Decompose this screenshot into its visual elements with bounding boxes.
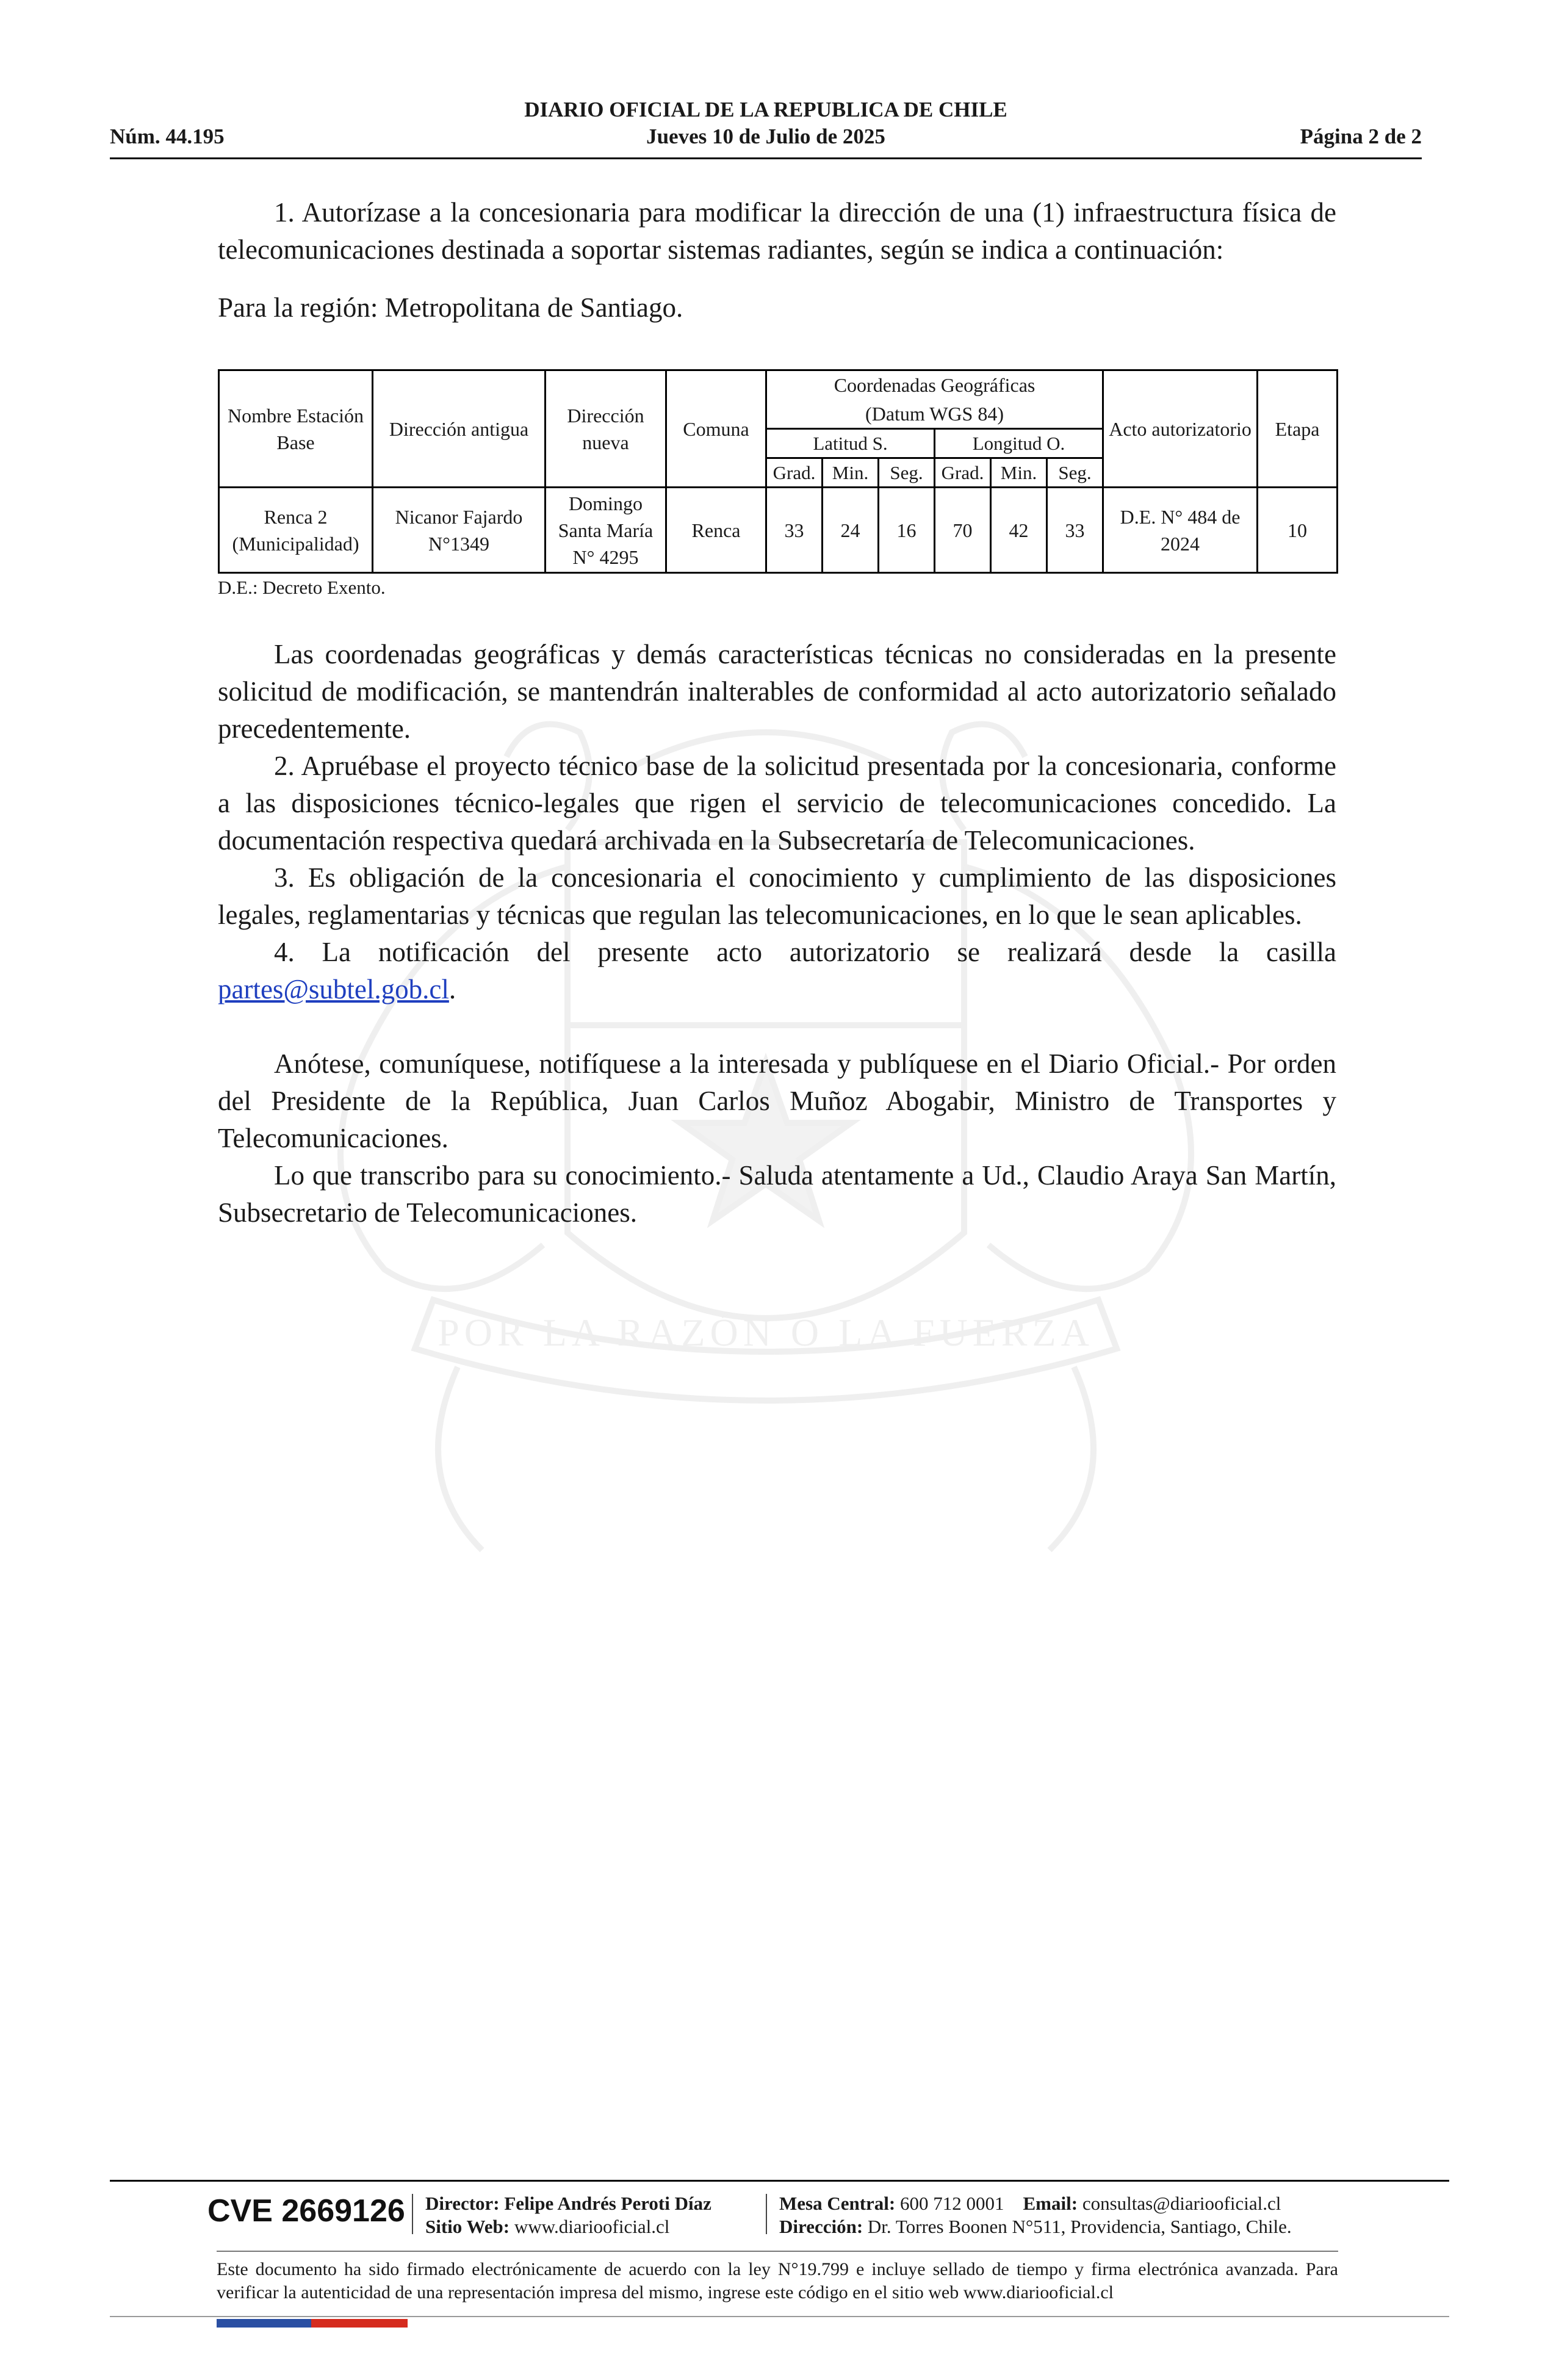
table-footnote: D.E.: Decreto Exento. [218, 577, 386, 598]
cell-nombre-line1: Renca 2 [264, 505, 328, 528]
header-lat-grad: Grad. [766, 458, 823, 488]
cell-dir-nueva [546, 488, 666, 573]
intro-section [218, 194, 1336, 326]
issue-number: Núm. 44.195 [110, 124, 225, 148]
address-label: Dirección: [779, 2216, 863, 2237]
legal-notice: Este documento ha sido firmado electrónicamente de acuerdo con la ley N°19.799 e incluye sellado de tiempo y firma electrónica avanzada. Para verificar la autenticidad de una representación impresa del mismo, ingrese este código en el sitio web www.diariooficial.cl [217, 2259, 1338, 2302]
cell-etapa: 10 [1258, 488, 1338, 573]
paragraph-4-suffix: . [448, 974, 456, 1004]
cell-nombre-line2: (Municipalidad) [232, 532, 359, 555]
header-lon-min: Min. [991, 458, 1047, 488]
footer-divider-top [110, 2180, 1449, 2182]
mesa-number: 600 712 0001 [900, 2193, 1004, 2214]
email-label: Email: [1023, 2193, 1078, 2214]
header-nombre: Nombre Estación Base [219, 370, 373, 488]
cell-antigua-line2: N°1349 [428, 532, 489, 555]
cell-nueva-line2: Santa María [558, 519, 654, 541]
page-header [110, 96, 1422, 159]
website-link[interactable]: www.diariooficial.cl [514, 2216, 670, 2237]
email-link[interactable]: partes@subtel.gob.cl [218, 974, 449, 1004]
mesa-label: Mesa Central: [779, 2193, 896, 2214]
footer-separator-1 [412, 2194, 413, 2234]
issue-date: Jueves 10 de Julio de 2025 [646, 124, 885, 148]
cell-antigua-line1: Nicanor Fajardo [395, 505, 523, 528]
cell-lon-min: 42 [991, 488, 1047, 573]
web-label: Sitio Web: [425, 2216, 510, 2237]
header-latitud: Latitud S. [766, 429, 935, 458]
header-longitud: Longitud O. [935, 429, 1103, 458]
cell-acto [1103, 488, 1258, 573]
paragraph-2: 2. Apruébase el proyecto técnico base de la solicitud presentada por la concesionaria, conforme a las disposiciones técnico-legales que rigen el servicio de telecomunicaciones concedido. La documentación respectiva quedará archivada en la Subsecretaría de Telecomunicaciones. [218, 751, 1336, 856]
paragraph-4-prefix: 4. La notificación del presente acto autorizatorio se realizará desde la casilla [274, 937, 1336, 967]
paragraph-4 [218, 934, 1336, 1008]
paragraph-1: 1. Autorízase a la concesionaria para modificar la dirección de una (1) infraestructura física de telecomunicaciones destinada a soportar sistemas radiantes, según se indica a continuación: [218, 197, 1336, 265]
main-section [218, 636, 1336, 1231]
flag-stripe-blue [217, 2319, 311, 2328]
cell-lat-min: 24 [823, 488, 879, 573]
footer-divider-mid [217, 2251, 1338, 2252]
region-line: Para la región: Metropolitana de Santiago. [218, 292, 683, 323]
header-dir-antigua: Dirección antigua [373, 370, 546, 488]
cve-code: CVE 2669126 [207, 2193, 405, 2229]
cell-nueva-line3: N° 4295 [572, 546, 639, 568]
cell-acto-line2: 2024 [1161, 532, 1200, 555]
footer-contact-block [779, 2192, 1292, 2238]
cell-dir-antigua [373, 488, 546, 573]
header-lat-min: Min. [823, 458, 879, 488]
paragraph-3: 3. Es obligación de la concesionaria el conocimiento y cumplimiento de las disposiciones legales, reglamentarias y técnicas que regulan las telecomunicaciones, en lo que le sean aplicables. [218, 862, 1336, 930]
header-etapa: Etapa [1258, 370, 1338, 488]
header-acto: Acto autorizatorio [1103, 370, 1258, 488]
cell-lon-grad: 70 [935, 488, 991, 573]
cell-lon-seg: 33 [1047, 488, 1103, 573]
cell-acto-line1: D.E. N° 484 de [1120, 505, 1241, 528]
station-table [218, 369, 1338, 574]
cell-nombre [219, 488, 373, 573]
closing-paragraph-2: Lo que transcribo para su conocimiento.- Saluda atentamente a Ud., Claudio Araya San Martín, Subsecretario de Telecomunicaciones. [218, 1160, 1336, 1228]
watermark-motto: POR LA RAZÓN O LA FUERZA [438, 1311, 1094, 1354]
paragraph-coords: Las coordenadas geográficas y demás características técnicas no consideradas en la presente solicitud de modificación, se mantendrán inalterables de conformidad al acto autorizatorio señalado precedentemente. [218, 639, 1336, 744]
address: Dr. Torres Boonen N°511, Providencia, Santiago, Chile. [867, 2216, 1292, 2237]
footer-director-block [425, 2192, 711, 2238]
director-label: Director: [425, 2193, 500, 2214]
header-coords: Coordenadas Geográficas [766, 370, 1103, 400]
publication-title: DIARIO OFICIAL DE LA REPUBLICA DE CHILE [524, 98, 1007, 121]
header-dir-nueva: Dirección nueva [546, 370, 666, 488]
footer-divider-bottom [110, 2316, 1449, 2317]
header-lat-seg: Seg. [879, 458, 935, 488]
cell-lat-seg: 16 [879, 488, 935, 573]
contact-email[interactable]: consultas@diariooficial.cl [1082, 2193, 1281, 2214]
flag-stripe-red [311, 2319, 408, 2328]
closing-paragraph-1: Anótese, comuníquese, notifíquese a la interesada y publíquese en el Diario Oficial.- Por orden del Presidente de la República, Juan Carlos Muñoz Abogabir, Ministro de Transportes y Telecomunicaciones. [218, 1048, 1336, 1153]
page-number: Página 2 de 2 [1300, 124, 1422, 148]
cell-lat-grad: 33 [766, 488, 823, 573]
cell-comuna: Renca [666, 488, 766, 573]
cell-nueva-line1: Domingo [569, 492, 643, 514]
header-lon-seg: Seg. [1047, 458, 1103, 488]
header-lon-grad: Grad. [935, 458, 991, 488]
header-comuna: Comuna [666, 370, 766, 488]
table-row [219, 488, 1338, 573]
header-datum: (Datum WGS 84) [766, 400, 1103, 429]
footer-separator-2 [766, 2194, 767, 2234]
director-name: Felipe Andrés Peroti Díaz [504, 2193, 711, 2214]
